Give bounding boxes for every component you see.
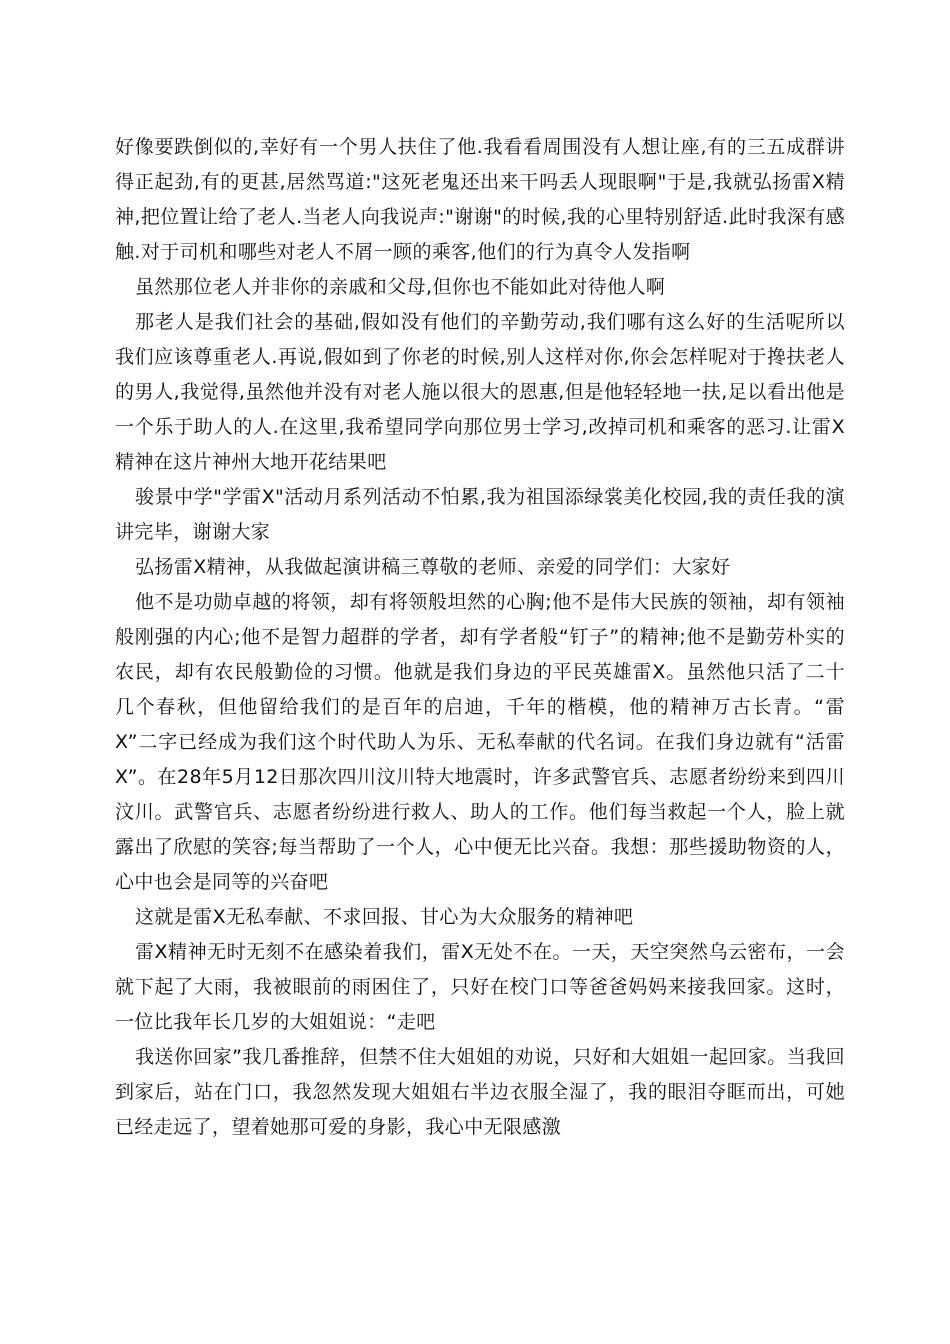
- paragraph: 弘扬雷X精神，从我做起演讲稿三尊敬的老师、亲爱的同学们：大家好: [135, 556, 731, 578]
- paragraph: 骏景中学"学雷X"活动月系列活动不怕累,我为祖国添绿裳美化校园,我的责任我的演讲完毕，谢谢大家: [115, 486, 845, 543]
- paragraph: 虽然那位老人并非你的亲戚和父母,但你也不能如此对待他人啊: [135, 276, 666, 298]
- document-page: [115, 130, 845, 1145]
- paragraph: 那老人是我们社会的基础,假如没有他们的辛勤劳动,我们哪有这么好的生活呢所以我们应该尊重老人.再说,假如到了你老的时候,别人这样对你,你会怎样呢对于搀扶老人的男人,我觉得,虽然他并没有对老人施以很大的恩惠,但是他轻轻地一扶,足以看出他是一个乐于助人的人.在这里,我希望同学向那位男士学习,改掉司机和乘客的恶习.让雷X精神在这片神州大地开花结果吧: [115, 311, 845, 473]
- paragraph: 我送你回家”我几番推辞，但禁不住大姐姐的劝说，只好和大姐姐一起回家。当我回到家后，站在门口，我忽然发现大姐姐右半边衣服全湿了，我的眼泪夺眶而出，可她已经走远了，望着她那可爱的身影，我心中无限感激: [115, 1046, 845, 1138]
- paragraph: 好像要跌倒似的,幸好有一个男人扶住了他.我看看周围没有人想让座,有的三五成群讲得正起劲,有的更甚,居然骂道:"这死老鬼还出来干吗丢人现眼啊"于是,我就弘扬雷X精神,把位置让给了老人.当老人向我说声:"谢谢"的时候,我的心里特别舒适.此时我深有感触.对于司机和哪些对老人不屑一顾的乘客,他们的行为真令人发指啊: [115, 136, 845, 263]
- paragraph: 这就是雷X无私奉献、不求回报、甘心为大众服务的精神吧: [135, 906, 634, 928]
- paragraph: 雷X精神无时无刻不在感染着我们，雷X无处不在。一天，天空突然乌云密布，一会就下起了大雨，我被眼前的雨困住了，只好在校门口等爸爸妈妈来接我回家。这时，一位比我年长几岁的大姐姐说：“走吧: [115, 941, 845, 1033]
- paragraph: 他不是功勋卓越的将领，却有将领般坦然的心胸;他不是伟大民族的领袖，却有领袖般刚强的内心;他不是智力超群的学者，却有学者般“钉子”的精神;他不是勤劳朴实的农民，却有农民般勤俭的习惯。他就是我们身边的平民英雄雷X。虽然他只活了二十几个春秋，但他留给我们的是百年的启迪，千年的楷模，他的精神万古长青。“雷X”二字已经成为我们这个时代助人为乐、无私奉献的代名词。在我们身边就有“活雷X”。在28年5月12日那次四川汶川特大地震时，许多武警官兵、志愿者纷纷来到四川汶川。武警官兵、志愿者纷纷进行救人、助人的工作。他们每当救起一个人，脸上就露出了欣慰的笑容;每当帮助了一个人，心中便无比兴奋。我想：那些援助物资的人，心中也会是同等的兴奋吧: [115, 591, 845, 893]
